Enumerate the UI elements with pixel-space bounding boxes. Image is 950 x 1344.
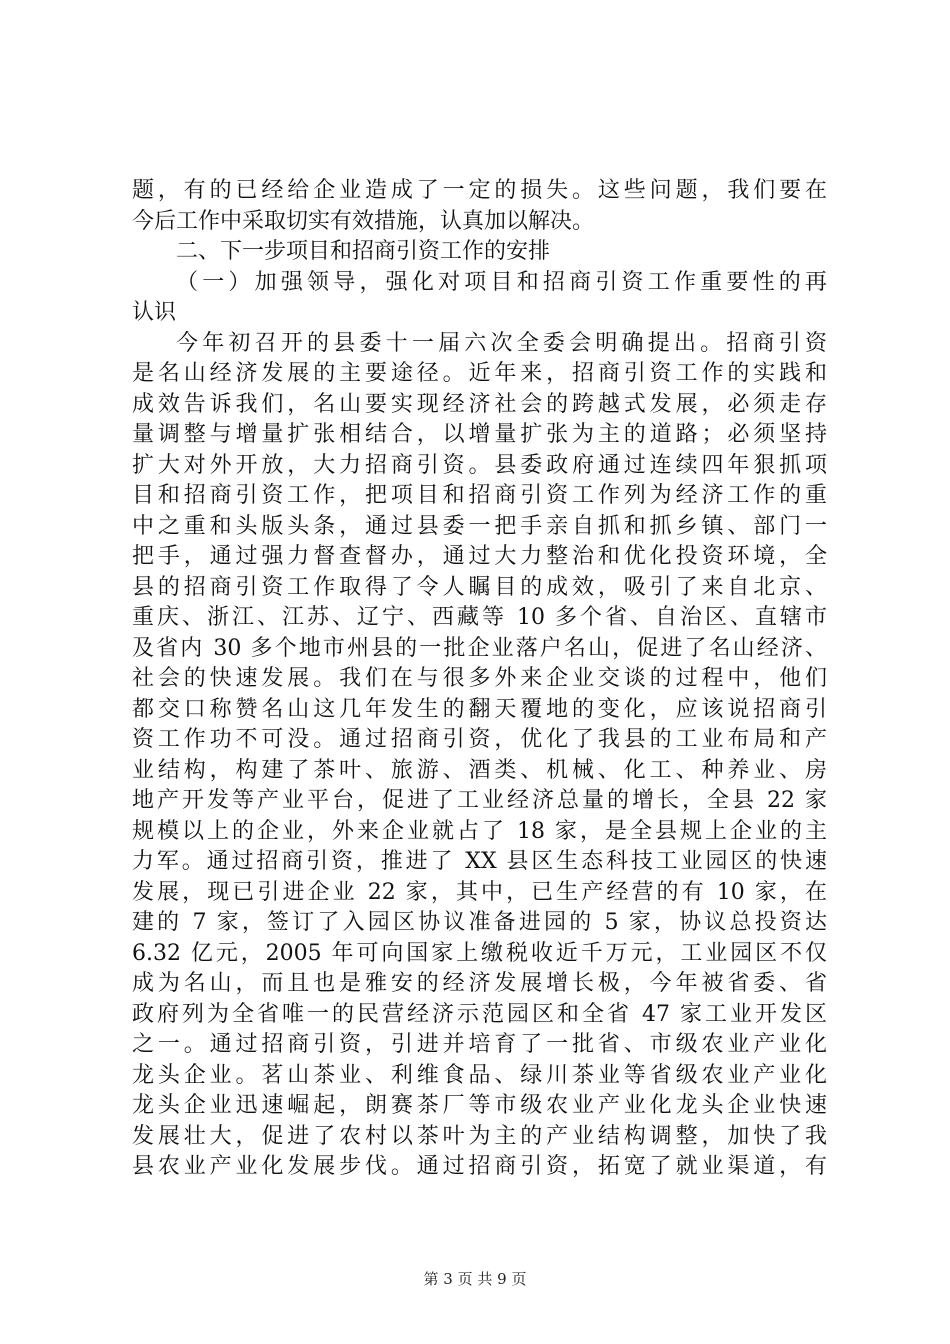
text-line: 县农业产业化发展步伐。通过招商引资，拓宽了就业渠道，有 xyxy=(132,1154,827,1179)
text-line: 中之重和头版头条，通过县委一把手亲自抓和抓乡镇、部门一 xyxy=(132,513,827,539)
text-line: 目和招商引资工作，把项目和招商引资工作列为经济工作的重 xyxy=(132,483,827,508)
text-line: 量调整与增量扩张相结合，以增量扩张为主的道路；必须坚持 xyxy=(132,422,827,447)
text-line: 都交口称赞名山这几年发生的翻天覆地的变化，应该说招商引 xyxy=(132,696,827,722)
text-line: 6.32 亿元，2005 年可向国家上缴税收近千万元，工业园区不仅 xyxy=(132,940,827,966)
text-line: 之一。通过招商引资，引进并培育了一批省、市级农业产业化 xyxy=(132,1032,827,1057)
text-line: 力军。通过招商引资，推进了 XX 县区生态科技工业园区的快速 xyxy=(132,849,828,874)
text-line: 龙头企业迅速崛起，朗赛茶厂等市级农业产业化龙头企业快速 xyxy=(132,1093,827,1118)
text-line: 认识 xyxy=(132,300,177,325)
text-line: 政府列为全省唯一的民营经济示范园区和全省 47 家工业开发区 xyxy=(132,1001,827,1027)
text-line: 县的招商引资工作取得了令人瞩目的成效，吸引了来自北京、 xyxy=(132,574,827,600)
text-line: 资工作功不可没。通过招商引资，优化了我县的工业布局和产 xyxy=(132,727,827,752)
text-line: 发展壮大，促进了农村以茶叶为主的产业结构调整，加快了我 xyxy=(132,1123,827,1149)
text-line: （一）加强领导，强化对项目和招商引资工作重要性的再 xyxy=(176,269,827,295)
page-footer: 第 3 页 共 9 页 xyxy=(423,1270,527,1288)
text-line: 题，有的已经给企业造成了一定的损失。这些问题，我们要在 xyxy=(132,178,827,203)
text-line: 重庆、浙江、江苏、辽宁、西藏等 10 多个省、自治区、直辖市 xyxy=(132,605,827,630)
body-text xyxy=(132,176,827,1183)
text-line: 业结构，构建了茶叶、旅游、酒类、机械、化工、种养业、房 xyxy=(132,757,827,783)
text-line: 二、下一步项目和招商引资工作的安排 xyxy=(176,239,551,264)
text-line: 规模以上的企业，外来企业就占了 18 家，是全县规上企业的主 xyxy=(132,818,827,844)
text-line: 是名山经济发展的主要途径。近年来，招商引资工作的实践和 xyxy=(132,361,827,386)
text-line: 今后工作中采取切实有效措施，认真加以解决。 xyxy=(132,208,595,234)
text-line: 发展，现已引进企业 22 家，其中，已生产经营的有 10 家，在 xyxy=(132,879,827,905)
text-line: 把手，通过强力督查督办，通过大力整治和优化投资环境，全 xyxy=(132,544,827,569)
text-line: 社会的快速发展。我们在与很多外来企业交谈的过程中，他们 xyxy=(132,666,827,691)
text-line: 建的 7 家，签订了入园区协议准备进园的 5 家，协议总投资达 xyxy=(132,910,827,935)
text-line: 扩大对外开放，大力招商引资。县委政府通过连续四年狠抓项 xyxy=(132,452,827,478)
text-line: 成为名山，而且也是雅安的经济发展增长极，今年被省委、省 xyxy=(132,971,827,996)
text-line: 龙头企业。茗山茶业、利维食品、绿川茶业等省级农业产业化 xyxy=(132,1062,827,1088)
text-line: 及省内 30 多个地市州县的一批企业落户名山，促进了名山经济、 xyxy=(132,635,827,661)
text-line: 成效告诉我们，名山要实现经济社会的跨越式发展，必须走存 xyxy=(132,391,827,417)
text-line: 今年初召开的县委十一届六次全委会明确提出。招商引资 xyxy=(176,330,827,356)
text-line: 地产开发等产业平台，促进了工业经济总量的增长，全县 22 家 xyxy=(132,788,827,813)
